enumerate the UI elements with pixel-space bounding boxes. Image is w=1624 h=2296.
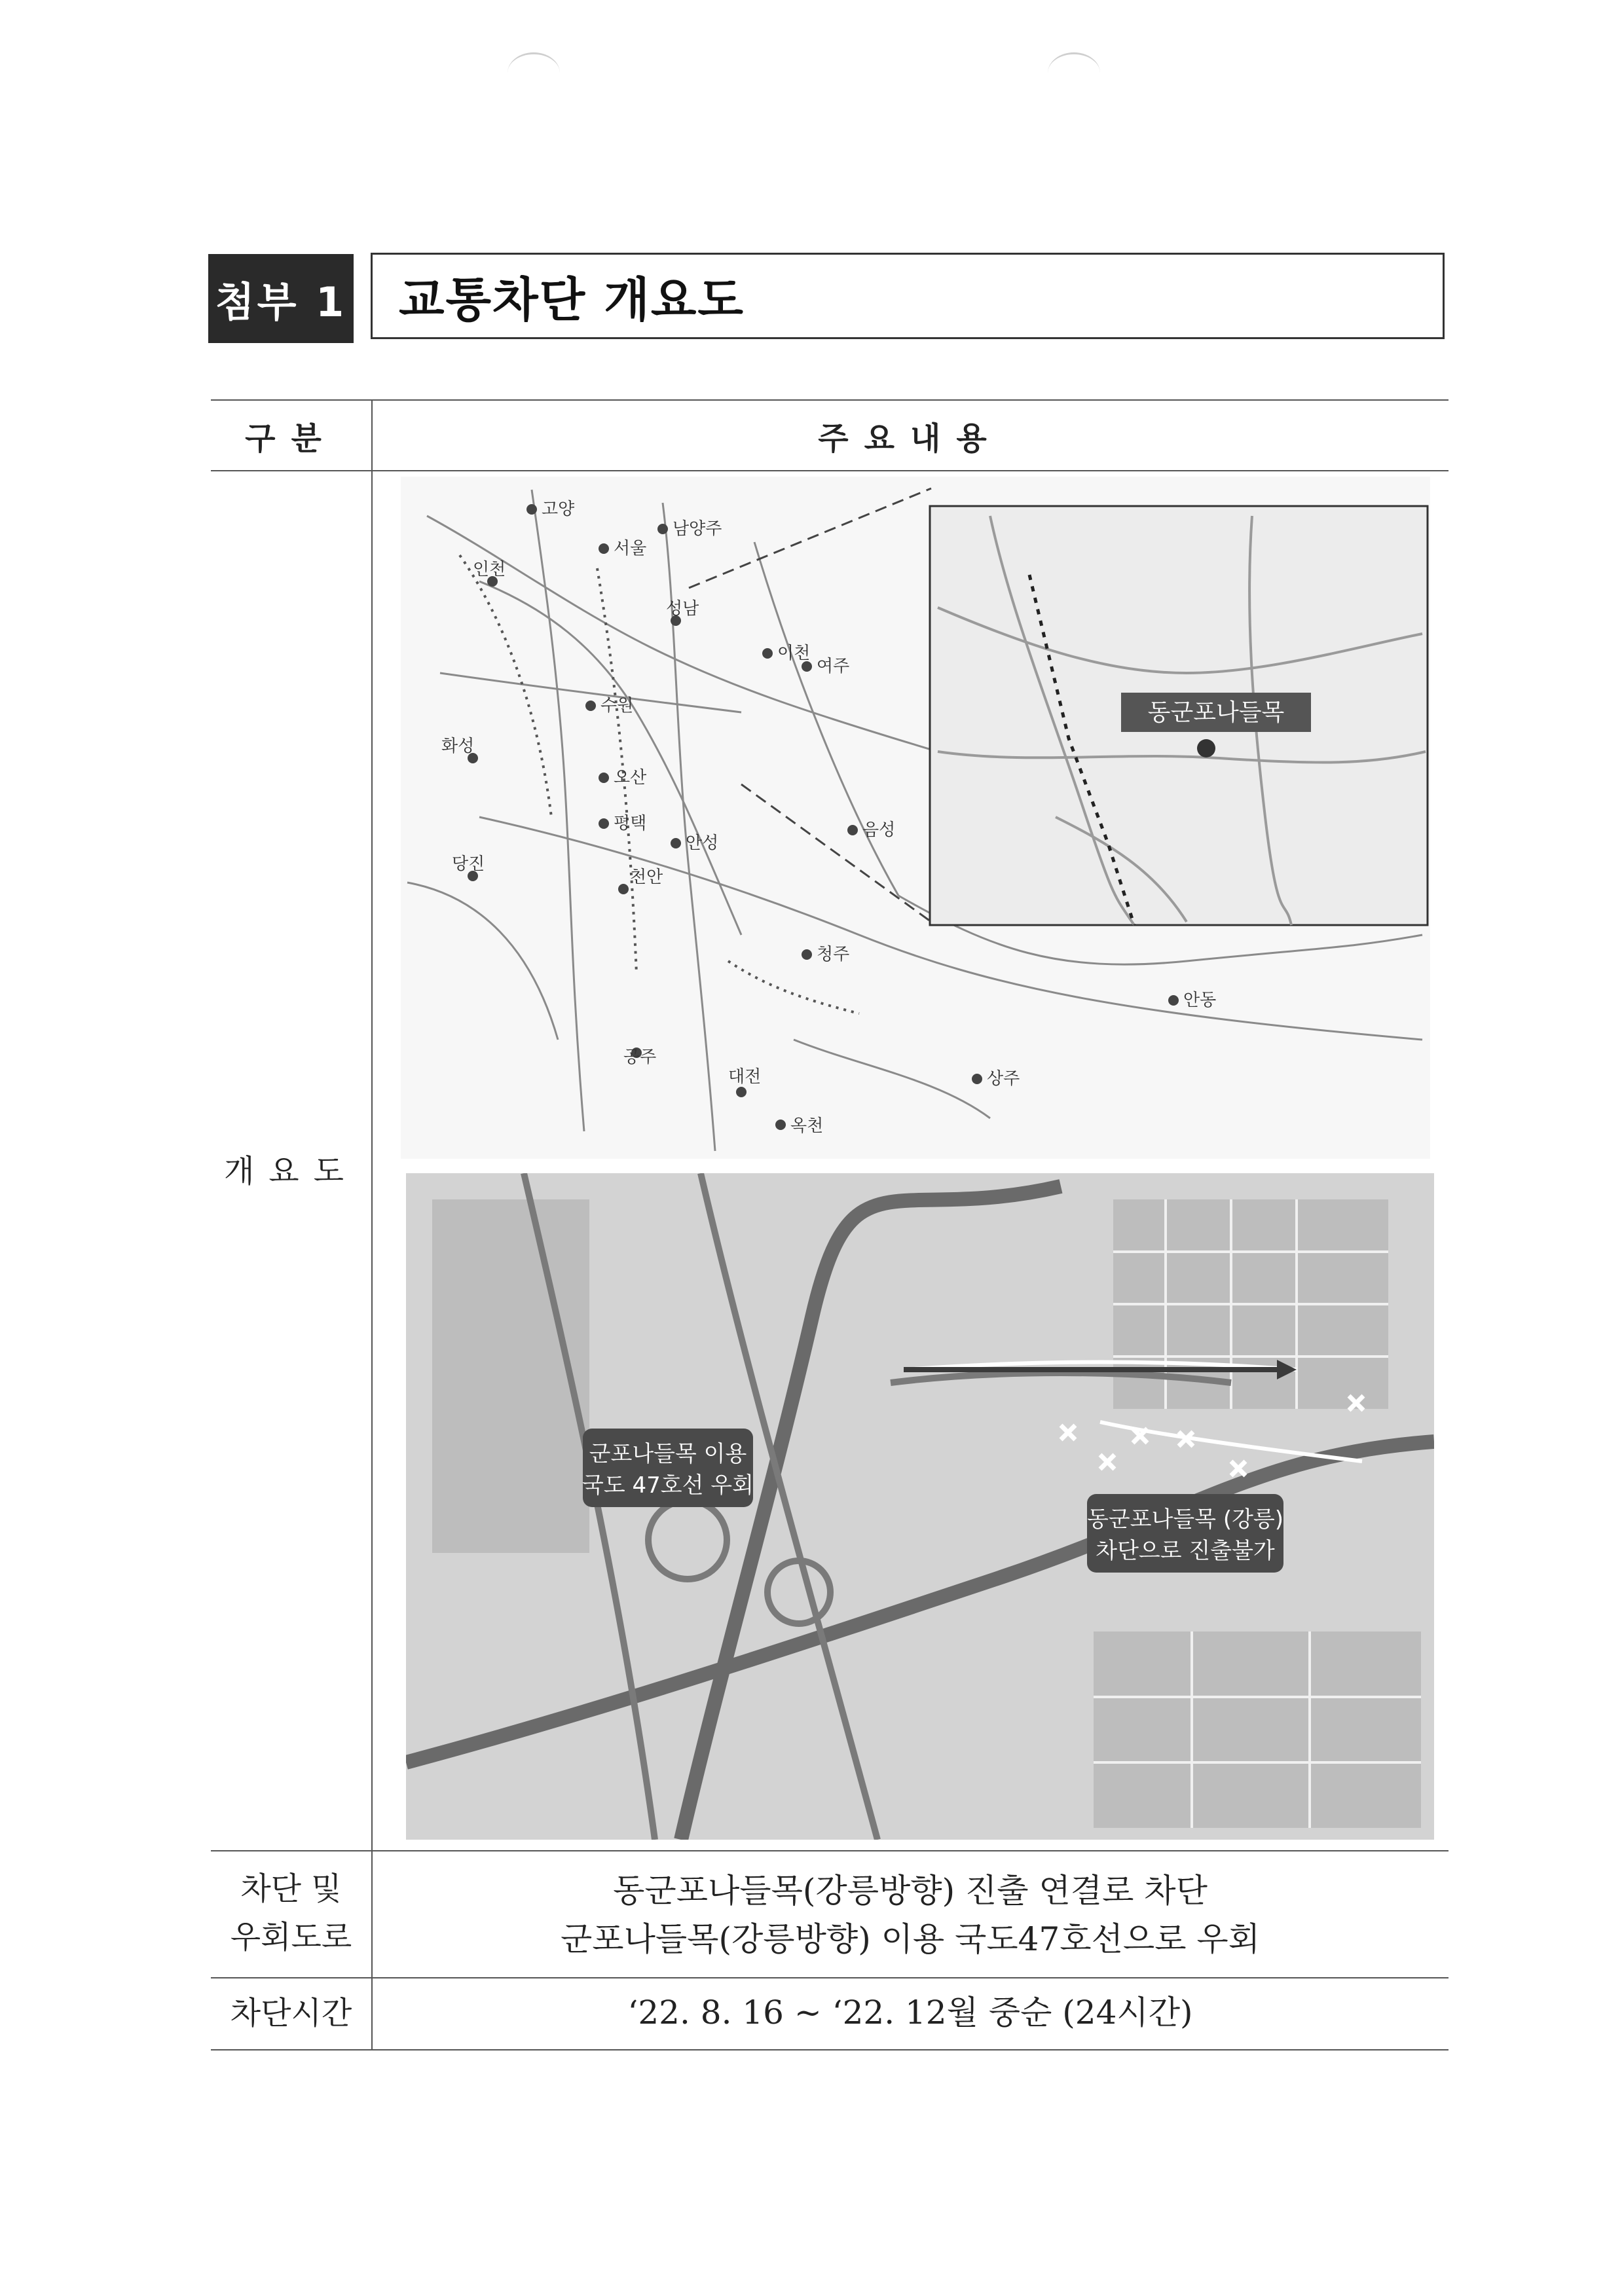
closure-period: ‘22. 8. 16 ~ ‘22. 12월 중순 (24시간) [627, 1994, 1193, 2032]
city-label: 성남 [666, 599, 699, 619]
header-divider [211, 470, 1449, 471]
table-top-border [211, 399, 1449, 401]
detour-callout-line1: 군포나들목 이용 [589, 1441, 747, 1467]
city-label: 여주 [817, 657, 850, 676]
column-divider [371, 401, 373, 2050]
row-divider-2 [211, 1977, 1449, 1978]
city-label: 안성 [686, 833, 719, 853]
row-label-overview: 개요도 [223, 1153, 359, 1190]
city-label: 남양주 [673, 519, 722, 539]
city-label: 인천 [473, 560, 506, 579]
inset-map [930, 506, 1428, 925]
city-label: 안동 [1183, 991, 1217, 1010]
city-label: 화성 [441, 737, 475, 756]
table-bottom-border [211, 2049, 1449, 2050]
column-header-content: 주요내용 [818, 420, 1003, 457]
closure-callout-line1: 동군포나들목 (강릉) [1086, 1506, 1284, 1533]
city-label: 고양 [542, 500, 575, 519]
row-divider-1 [211, 1850, 1449, 1851]
closure-callout [1087, 1494, 1283, 1573]
page-title [371, 253, 1445, 339]
detour-callout-line2: 국도 47호선 우회 [582, 1472, 754, 1499]
attachment-tag: 첨부 1 [208, 254, 354, 343]
city-label: 옥천 [790, 1116, 824, 1136]
column-header-category: 구분 [245, 420, 337, 457]
city-label: 음성 [862, 820, 896, 840]
punch-hole-left [507, 52, 560, 94]
city-label: 당진 [452, 854, 485, 874]
city-label: 평택 [614, 814, 647, 833]
inset-interchange-label: 동군포나들목 [1147, 699, 1285, 726]
detour-callout [582, 1429, 754, 1507]
city-label: 서울 [614, 539, 647, 558]
regional-map [401, 477, 1430, 1159]
city-label: 상주 [987, 1069, 1020, 1089]
row-label-closure-1: 차단 및 [240, 1870, 342, 1907]
closure-description: 동군포나들목(강릉방향) 진출 연결로 차단 [613, 1872, 1208, 1910]
city-label: 오산 [614, 768, 647, 788]
closure-callout-line2: 차단으로 진출불가 [1096, 1538, 1275, 1564]
city-label: 대전 [728, 1067, 762, 1087]
punch-hole-right [1048, 52, 1100, 94]
interchange-marker-icon [1197, 739, 1215, 757]
city-label: 수원 [600, 696, 634, 716]
city-label: 공주 [623, 1048, 657, 1067]
row-label-closure-2: 우회도로 [230, 1919, 352, 1956]
city-label: 천안 [630, 867, 663, 887]
row-label-period: 차단시간 [230, 1995, 352, 2032]
interchange-detail-map [406, 1173, 1434, 1840]
city-label: 이천 [777, 644, 811, 663]
city-label: 청주 [817, 945, 850, 964]
page-title-text: 교통차단 개요도 [399, 272, 745, 327]
detour-description: 군포나들목(강릉방향) 이용 국도47호선으로 우회 [560, 1920, 1261, 1958]
